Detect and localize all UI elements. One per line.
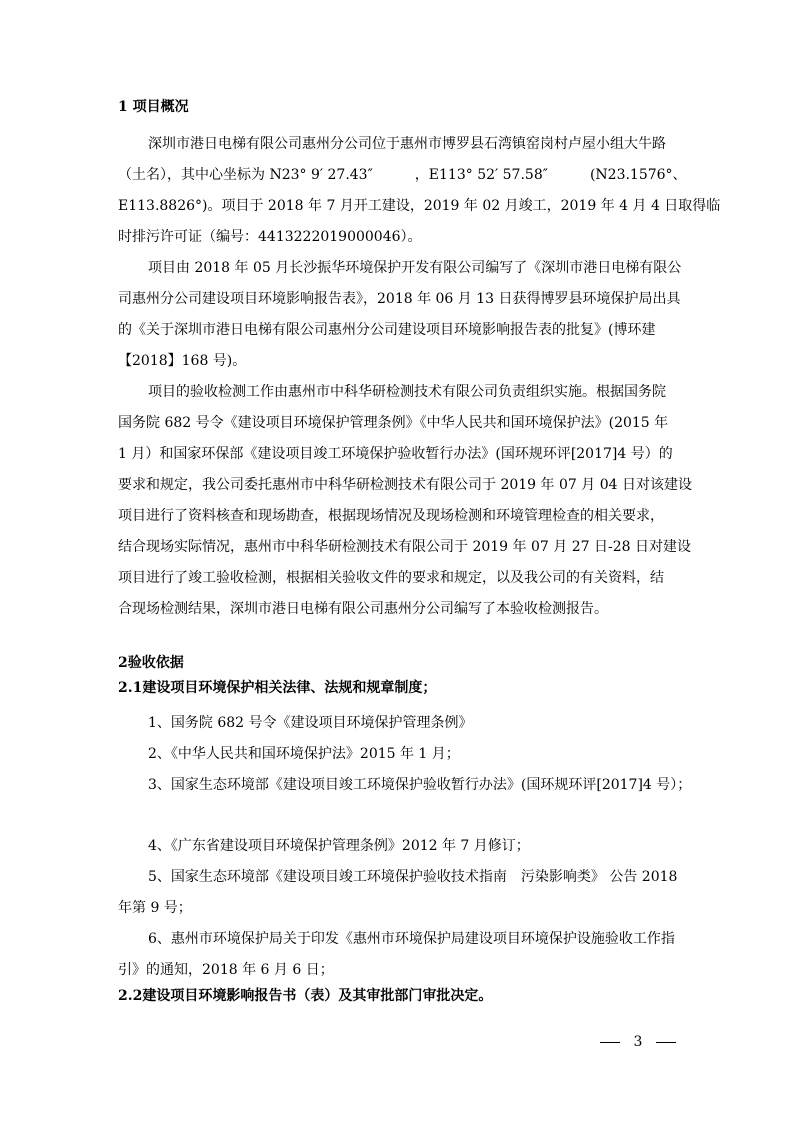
basis-item-3: 3、国家生态环境部《建设项目竣工环境保护验收暂行办法》(国环规环评[2017]4 号）； (148, 777, 692, 793)
para-3-line-1: 项目的验收检测工作由惠州市中科华研检测技术有限公司负责组织实施。根据国务院 (148, 384, 666, 400)
section-1-title: 1 项目概况 (118, 99, 189, 115)
para-1-line-2: （土名），其中心坐标为 N23° 9′ 27.43″ ，E113° 52′ 57.58″ (N23.1576°、 (118, 167, 687, 183)
para-3-line-7: 项目进行了竣工验收检测，根据相关验收文件的要求和规定，以及我公司的有关资料，结 (118, 570, 664, 586)
para-2-line-2: 司惠州分公司建设项目环境影响报告表》，2018 年 06 月 13 日获得博罗县环境保护局出具 (118, 291, 681, 307)
basis-item-5-line-1: 5、国家生态环境部《建设项目竣工环境保护验收技术指南 污染影响类》 公告 2018 (148, 869, 678, 885)
para-3-line-3: 1 月）和国家环保部《建设项目竣工环境保护验收暂行办法》(国环规环评[2017]4 号）的 (118, 446, 673, 462)
para-1-line-1: 深圳市港日电梯有限公司惠州分公司位于惠州市博罗县石湾镇窑岗村卢屋小组大牛路 (148, 136, 666, 152)
section-2-1-title: 2.1建设项目环境保护相关法律、法规和规章制度； (118, 680, 437, 696)
basis-item-4: 4、《广东省建设项目环境保护管理条例》2012 年 7 月修订； (148, 838, 530, 854)
para-2-line-3: 的《关于深圳市港日电梯有限公司惠州分公司建设项目环境影响报告表的批复》(博环建 (118, 322, 656, 338)
para-1-line-3: E113.8826°)。项目于 2018 年 7 月开工建设，2019 年 02 月竣工，2019 年 4 月 4 日取得临 (118, 198, 721, 214)
section-2-title: 2验收依据 (118, 655, 184, 671)
para-3-line-6: 结合现场实际情况，惠州市中科华研检测技术有限公司于 2019 年 07 月 27 日-28 日对建设 (118, 539, 691, 555)
para-3-line-5: 项目进行了资料核查和现场勘查，根据现场情况及现场检测和环境管理检查的相关要求， (118, 508, 664, 524)
basis-item-2: 2、《中华人民共和国环境保护法》2015 年 1 月； (148, 746, 460, 762)
page-number (600, 1034, 676, 1050)
para-3-line-2: 国务院 682 号令《建设项目环境保护管理条例》《中华人民共和国环境保护法》(2015 年 (118, 415, 669, 431)
page-number-right-dash (656, 1042, 676, 1043)
para-3-line-4: 要求和规定，我公司委托惠州市中科华研检测技术有限公司于 2019 年 07 月 04 日对该建设 (118, 477, 692, 493)
para-1-line-4: 时排污许可证（编号：4413222019000046）。 (118, 229, 422, 245)
para-3-line-8: 合现场检测结果，深圳市港日电梯有限公司惠州分公司编写了本验收检测报告。 (118, 601, 608, 617)
basis-item-1: 1、国务院 682 号令《建设项目环境保护管理条例》 (148, 715, 473, 731)
basis-item-6-line-1: 6、惠州市环境保护局关于印发《惠州市环境保护局建设项目环境保护设施验收工作指 (148, 931, 675, 947)
basis-item-6-line-2: 引》的通知，2018 年 6 月 6 日； (118, 962, 334, 978)
para-2-line-4: 【2018】168 号)。 (118, 353, 247, 369)
page-number-left-dash (600, 1042, 620, 1043)
section-2-2-title: 2.2建设项目环境影响报告书（表）及其审批部门审批决定。 (118, 988, 493, 1004)
para-2-line-1: 项目由 2018 年 05 月长沙振华环境保护开发有限公司编写了《深圳市港日电梯有限公 (148, 260, 682, 276)
basis-item-5-line-2: 年第 9 号； (118, 900, 192, 916)
page-number-value: 3 (633, 1034, 643, 1050)
